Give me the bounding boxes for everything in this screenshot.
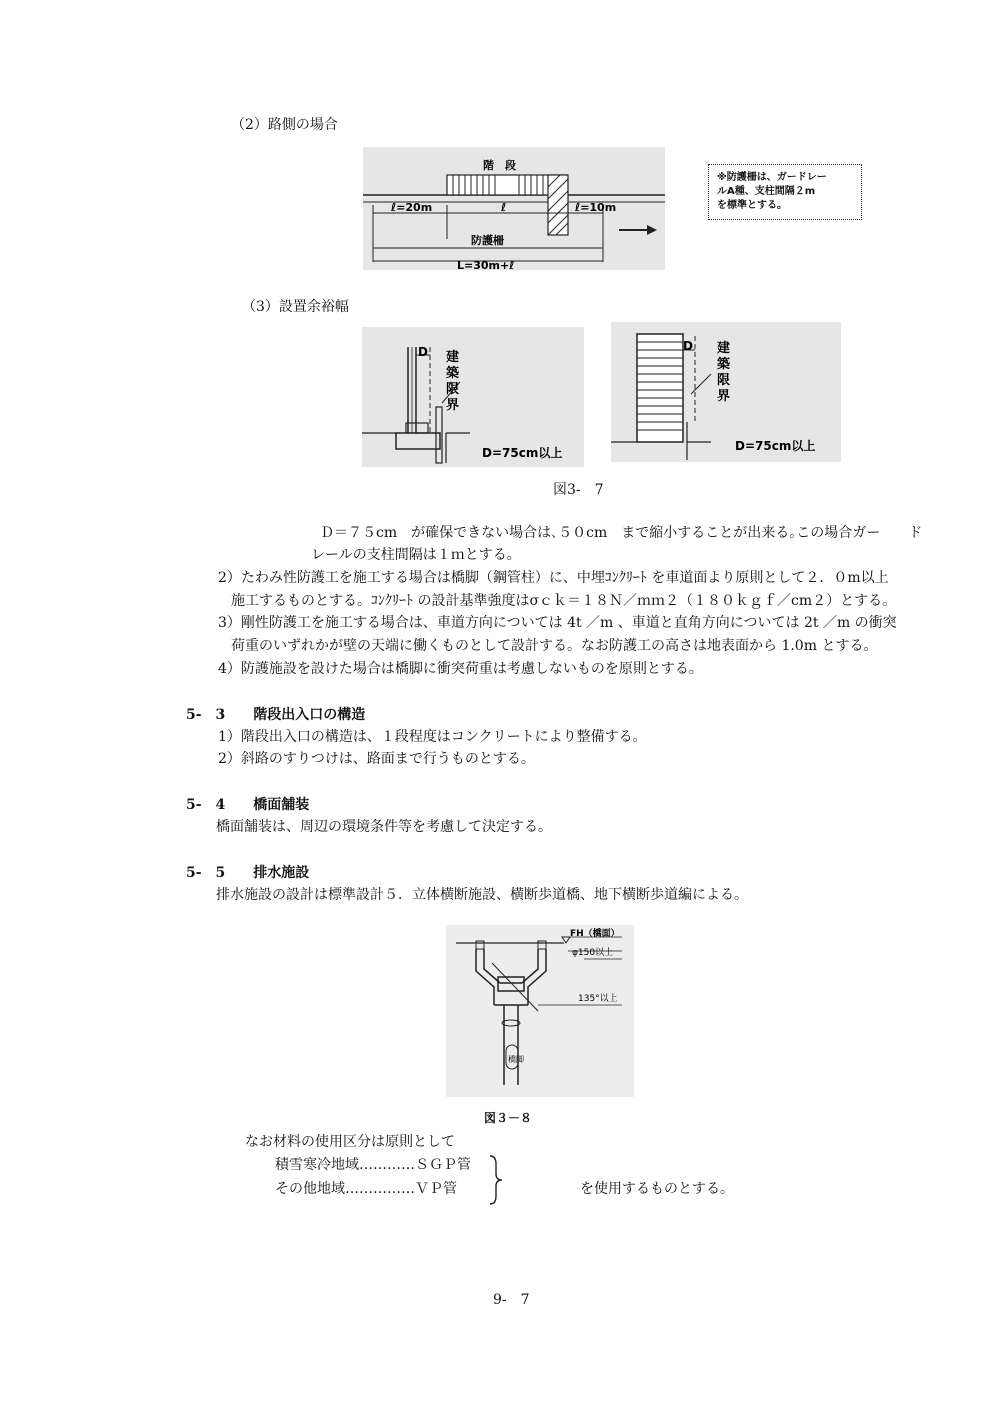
- length-right: ℓ=10m: [575, 201, 617, 214]
- drainage-figure: [446, 925, 634, 1097]
- total-length-label: L=30m+ℓ: [457, 259, 515, 270]
- road-side-figure: [363, 147, 665, 270]
- clearance-caption-left: D=75cm以上: [482, 446, 563, 460]
- limit-char-r3: 限: [717, 373, 731, 388]
- d-label-right: D: [683, 339, 693, 353]
- section-5-4-heading: 5- 4 橋面舗装: [186, 797, 310, 813]
- diameter-label: φ150以上: [572, 948, 614, 958]
- section-5-3-line-1: 1）階段出入口の構造は、１段程度はコンクリートにより整備する。: [218, 729, 647, 745]
- clearance-diagram-right: [611, 322, 841, 462]
- angle-label: 135°以上: [578, 994, 618, 1004]
- materials-other-region: その他地域……………ＶＰ管: [275, 1181, 457, 1197]
- figure-3-8-caption: 図３－８: [484, 1111, 533, 1125]
- paragraph-4: 4）防護施設を設けた場合は橋脚に衝突荷重は考慮しないものを原則とする。: [218, 661, 703, 677]
- length-left: ℓ=20m: [391, 201, 433, 214]
- limit-char-3: 限: [446, 382, 460, 397]
- page-number: 9- 7: [493, 1292, 530, 1308]
- limit-char-2: 築: [446, 366, 460, 381]
- section-5-5-line-1: 排水施設の設計は標準設計５．立体横断施設、横断歩道橋、地下横断歩道編による。: [216, 887, 748, 903]
- paragraph-2-line-1: 2）たわみ性防護工を施工する場合は橋脚（鋼管柱）に、中埋ｺﾝｸﾘｰﾄ を車道面より原則として２．０m以上: [218, 570, 889, 586]
- clearance-figure-right: [611, 322, 841, 462]
- section-2-title: （2）路側の場合: [231, 117, 338, 133]
- paragraph-3-line-2: 荷重のいずれかが壁の天端に働くものとして設計する。なお防護工の高さは地表面から 1.0m とする。: [231, 638, 878, 654]
- curly-brace: [488, 1154, 504, 1206]
- figure-3-7-caption: 図3- 7: [553, 482, 604, 498]
- paragraph-3-line-1: 3）剛性防護工を施工する場合は、車道方向については 4t ／m 、車道と直角方向については 2t ／m の衝突: [218, 615, 897, 631]
- length-mid: ℓ: [501, 201, 507, 214]
- section-5-4-line-1: 橋面舗装は、周辺の環境条件等を考慮して決定する。: [216, 819, 552, 835]
- materials-intro: なお材料の使用区分は原則として: [245, 1134, 455, 1150]
- clearance-figure-left: [362, 327, 584, 467]
- stair-label: 階 段: [483, 159, 516, 172]
- paragraph-1-line-1: Ｄ＝７５cm が確保できない場合は､５０cm まで縮小することが出来る｡この場合ガー ド: [320, 525, 923, 541]
- limit-char-r4: 界: [717, 389, 731, 404]
- materials-cold-region: 積雪寒冷地域…………ＳＧＰ管: [275, 1157, 471, 1173]
- limit-char-r1: 建: [717, 341, 731, 356]
- section-5-3-line-2: 2）斜路のすりつけは、路面まで行うものとする。: [218, 751, 535, 767]
- section-3-title: （3）設置余裕幅: [242, 299, 349, 315]
- note-line-1: ※防護柵は、ガードレー: [717, 172, 827, 183]
- paragraph-2-line-2: 施工するものとする。ｺﾝｸﾘｰﾄ の設計基準強度はσｃｋ＝１８Ｎ／ｍｍ２（１８０ｋｇｆ／cm２）とする。: [231, 593, 897, 609]
- section-5-3-heading: 5- 3 階段出入口の構造: [186, 707, 366, 723]
- clearance-caption-right: D=75cm以上: [735, 439, 816, 453]
- fh-label: FH（橋面）: [570, 929, 620, 939]
- limit-char-4: 界: [446, 398, 460, 413]
- note-line-3: を標準とする。: [717, 200, 787, 211]
- materials-tail: を使用するものとする。: [580, 1181, 734, 1197]
- d-label-left: D: [418, 345, 428, 359]
- limit-char-1: 建: [446, 350, 460, 365]
- drainage-diagram: [446, 925, 634, 1097]
- limit-char-r2: 築: [717, 357, 731, 372]
- pier-label: 橋脚: [508, 1055, 524, 1064]
- guard-fence-label: 防護柵: [471, 234, 504, 247]
- note-line-2: ルA種、支柱間隔２m: [717, 186, 816, 197]
- paragraph-1-line-2: レールの支柱間隔は１ｍとする。: [311, 547, 521, 563]
- section-5-5-heading: 5- 5 排水施設: [186, 865, 310, 881]
- guard-fence-note: [708, 164, 862, 220]
- road-side-diagram: [363, 147, 665, 270]
- clearance-diagram-left: [362, 327, 584, 467]
